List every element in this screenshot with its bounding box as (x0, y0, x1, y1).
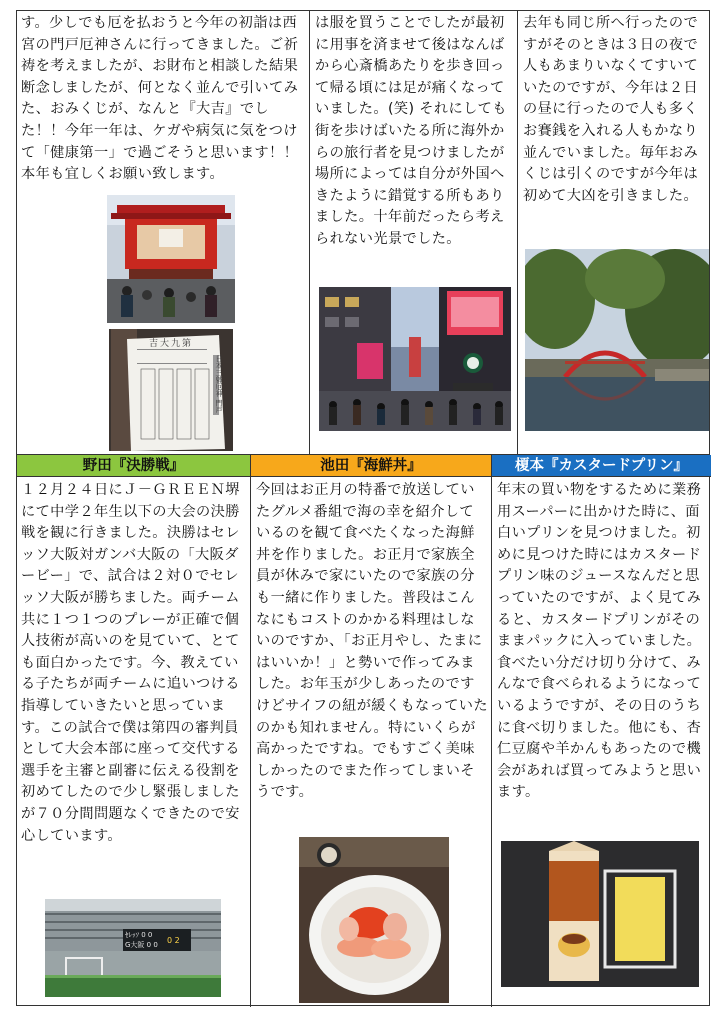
kaisendon-photo (299, 837, 449, 1003)
omikuji-title: 吉大九第 (149, 339, 194, 349)
column-divider (517, 11, 518, 455)
header-noda-final: 野田『決勝戦』 (17, 455, 250, 477)
taikobashi-bridge-photo (525, 249, 709, 431)
custard-pudding-photo (501, 841, 699, 987)
header-enomoto-custard-pudding: 榎本『カスタードプリン』 (492, 455, 711, 477)
column-divider (491, 455, 492, 1007)
omikuji-shrine-name: 日本三躰厄神 門戸 (215, 355, 223, 414)
header-ikeda-kaisendon: 池田『海鮮丼』 (251, 455, 491, 477)
scoreboard-clock: 0 2 (167, 936, 180, 945)
newsletter-page (16, 10, 710, 1006)
bottom-column-2-text: 今回はお正月の特番で放送していたグルメ番組で海の幸を紹介しているのを観て食べたくなった海鮮丼を作りました。お正月で家族全員が休みで家にいたので家族の分も一緒に作りました。普段はこんなにもコストのかかる料理はしないのですか、「お正月やし、たまにはいいか！」と勢いで作ってみました。お年玉が少しあったのですけどサイフの紐が緩くもなっていたのかも知れません。特にいくらが高かったですね。でもすごく美味しかったのでまた作ってしまいそうです。 (256, 482, 488, 801)
top-column-2-text: は服を買うことでしたが最初に用事を済ませて後はなんばから心斎橋あたりを歩き回って帰る頃には足が痛くなっていました。(笑) それにしても街を歩けばいたる所に海外からの旅行者を見つけましたが場所によっては自分が外国へきたように錯覚する所もありました。十年前だったら考えられない光景でした。 (315, 15, 507, 247)
stadium-scoreboard-photo (45, 899, 221, 997)
top-column-3-text: 去年も同じ所へ行ったのですがそのときは３日の夜で人もあまりいなくてすいていたのですが、今年は２日の昼に行ったので人も多くお賽銭を入れる人もかなり並んでいました。毎年おみくじは引くのですが今年は初めて大凶を引きました。 (523, 15, 699, 204)
column-divider (309, 11, 310, 455)
column-divider (250, 455, 251, 1007)
shinsaibashi-street-photo (319, 287, 511, 431)
omikuji-photo (109, 329, 233, 451)
bottom-column-3-text: 年末の買い物をするために業務用スーパーに出かけた時に、面白いプリンを見つけました。初めに見つけた時にはカスタードプリン味のジュースなんだと思っていたのですが、よく見てみると、カスタードプリンがそのままパックに入っていました。食べたい分だけ切り分けて、みんなで食べられるようになっているようですが、その日のうちに食べ切りました。他にも、杏仁豆腐や羊かんもあったので機会があれば買ってみようと思います。 (497, 482, 702, 801)
scoreboard-row-1: ｾﾚｯｿ 0 0 (125, 931, 153, 939)
shrine-photo (107, 195, 235, 323)
scoreboard-row-2: G大阪 0 0 (125, 941, 158, 949)
bottom-column-1-text: １２月２４日にＪ－ＧＲＥＥＮ堺にて中学２年生以下の大会の決勝戦を観に行きました。決勝はセレッソ大阪対ガンバ大阪の「大阪ダービー」で、試合は２対０でセレッソ大阪が勝ちました。両チーム共に１つ１つのプレーが正確で個人技術が高いのを見ていて、とても面白かったです。今、教えている子たちが両チームに追いつける指導していきたいと思っています。この試合で僕は第四の審判員として大会本部に座って交代する選手を主審と副審に伝える役割を初めてしたので少し緊張しましたが７０分間問題なくできたので安心しています。 (21, 482, 240, 844)
top-column-1-text: す。少しでも厄を払おうと今年の初詣は西宮の門戸厄神さんに行ってきました。ご祈祷を考えましたが、お財布と相談した結果断念しましたが、何となく並んで引いてみた、おみくじが、なんと『大吉』でした！！今年一年は、ケガや病気に気をつけて「健康第一」で過ごそうと思います！！本年も宜しくお願い致します。 (21, 15, 299, 183)
